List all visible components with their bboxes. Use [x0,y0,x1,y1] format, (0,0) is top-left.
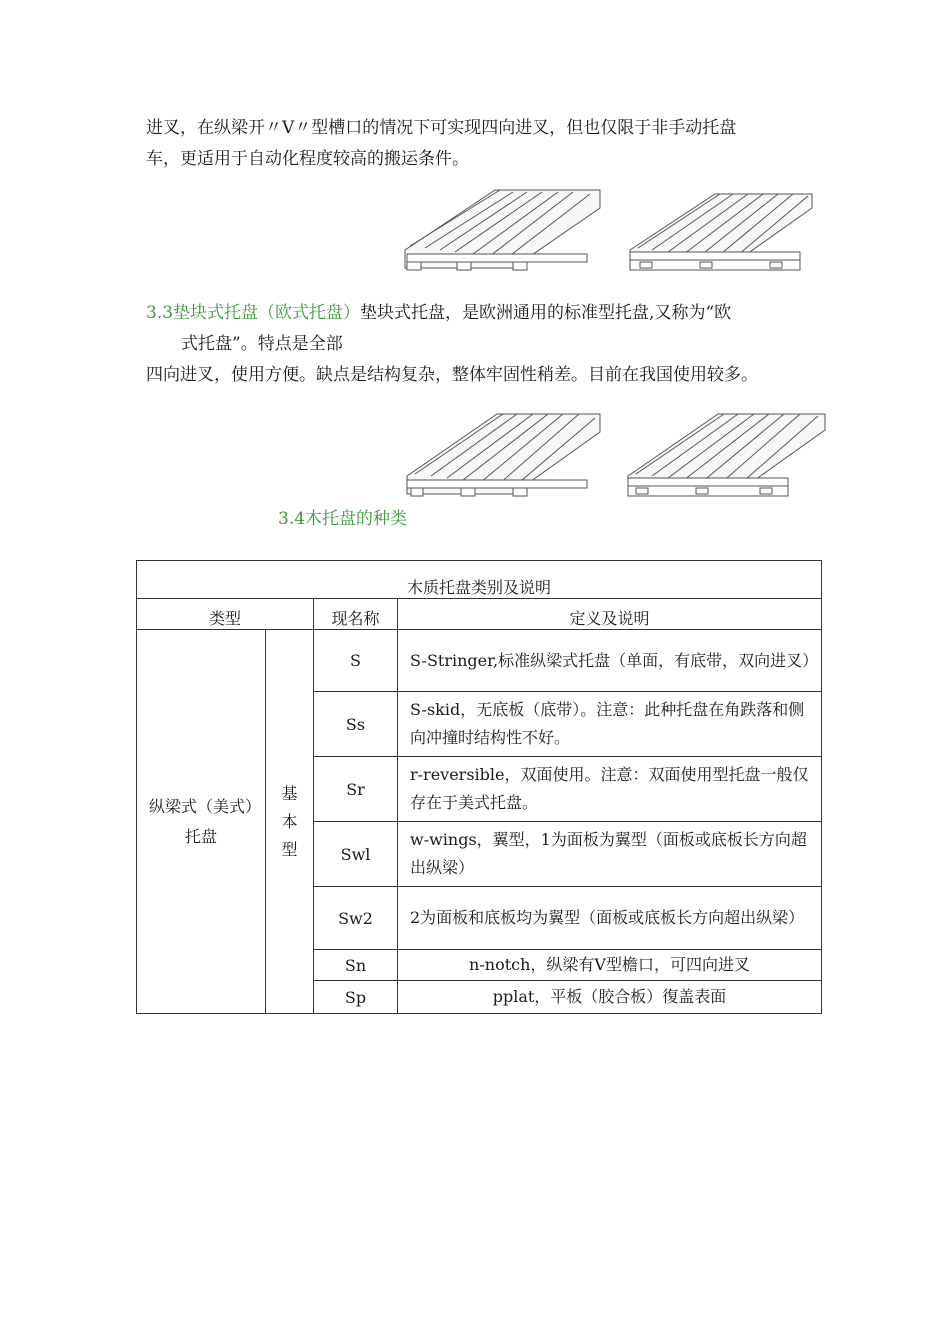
name-cell: S [314,630,398,692]
paragraph-line: 车，更适用于自动化程度较高的搬运条件。 [146,149,469,169]
paragraph-line: 进叉，在纵梁开〃V〃型槽口的情况下可实现四向进叉，但也仅限于非手动托盘 [146,118,737,138]
category-cell: 纵梁式（美式）托盘 [137,630,266,1014]
section-3-3-text: 垫块式托盘，是欧洲通用的标准型托盘,又称为“欧 [360,303,732,323]
name-cell: Sr [314,757,398,822]
table-row [137,630,822,692]
table-header-name: 现名称 [314,599,398,630]
section-3-3-line1 [146,302,731,324]
definition-cell: r-reversible，双面使用。注意：双面使用型托盘一般仅存在于美式托盘。 [398,757,822,822]
table-header-definition: 定义及说明 [398,599,822,630]
name-cell: Swl [314,822,398,887]
section-3-4-heading: 3.4木托盘的种类 [278,509,408,529]
table-header-type: 类型 [137,599,314,630]
definition-cell: S-Stringer,标准纵梁式托盘（单面，有底带，双向进叉） [398,630,822,692]
pallet-types-table [136,560,822,1014]
paragraph-line: 四向进叉，使用方便。缺点是结构复杂，整体牢固性稍差。目前在我国使用较多。 [146,365,758,385]
table-caption: 木质托盘类别及说明 [137,561,822,599]
stringer-pallet-image [395,188,610,278]
name-cell: Sp [314,981,398,1014]
block-pallet-image [395,410,610,502]
name-cell: Sn [314,950,398,981]
reversible-pallet-image [620,190,820,276]
section-3-3-heading: 3.3垫块式托盘（欧式托盘） [146,303,361,323]
definition-cell: pplat，平板（胶合板）復盖表面 [398,981,822,1014]
block-reversible-pallet-image [620,410,830,502]
name-cell: Sw2 [314,887,398,950]
paragraph-line: 式托盘”。特点是全部 [181,334,343,354]
definition-cell: 2为面板和底板均为翼型（面板或底板长方向超出纵梁） [398,887,822,950]
definition-cell: n-notch，纵梁有V型檐口，可四向进叉 [398,950,822,981]
definition-cell: S-skid，无底板（底带）。注意：此种托盘在角跌落和侧向冲撞时结构性不好。 [398,692,822,757]
subcategory-cell: 基本型 [266,630,314,1014]
definition-cell: w-wings，翼型，1为面板为翼型（面板或底板长方向超出纵梁） [398,822,822,887]
name-cell: Ss [314,692,398,757]
